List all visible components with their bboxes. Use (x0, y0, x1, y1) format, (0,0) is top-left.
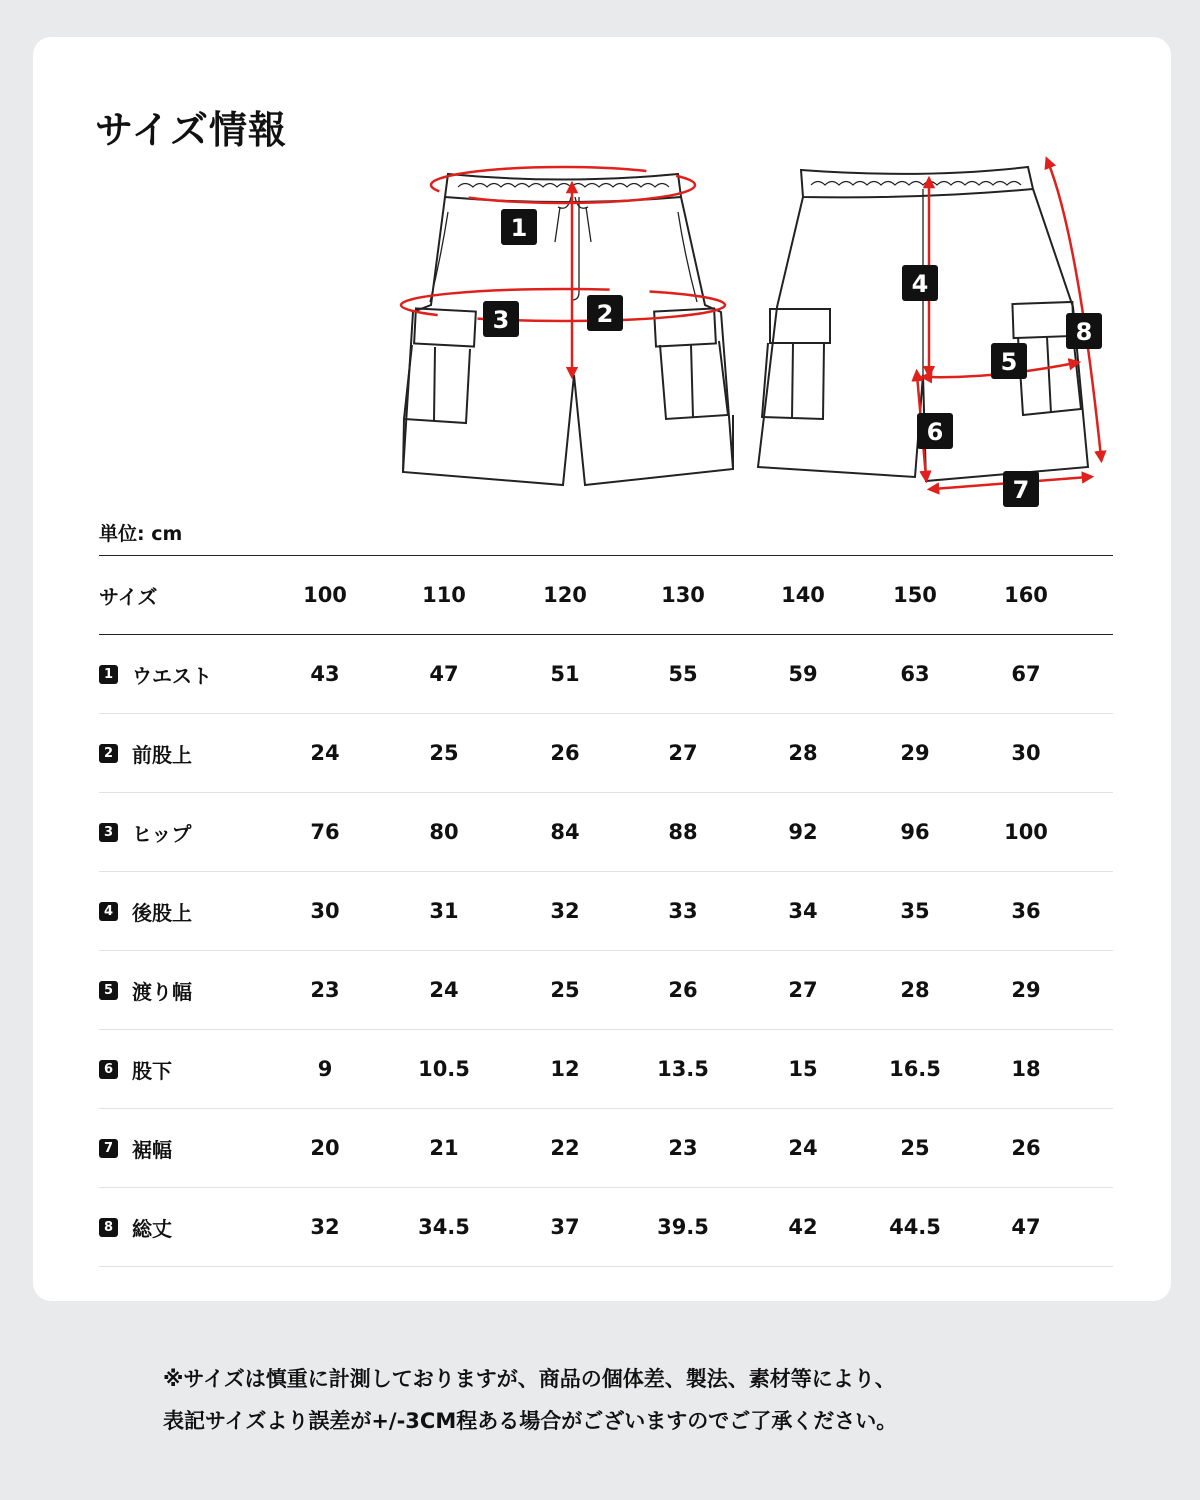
table-cell: 24 (429, 978, 459, 1002)
table-cell: 33 (668, 899, 698, 923)
table-cell: 10.5 (418, 1057, 470, 1081)
size-header: 150 (893, 583, 937, 607)
table-cell: 28 (788, 741, 818, 765)
disclaimer-note (163, 1358, 1063, 1442)
size-header: 130 (661, 583, 705, 607)
row-label (99, 1213, 269, 1242)
note-line-2: 表記サイズより誤差が+/-3CM程ある場合がございますのでご了承ください。 (163, 1409, 898, 1433)
row-label (99, 660, 269, 689)
row-number-badge: 4 (99, 902, 118, 921)
svg-text:1: 1 (510, 214, 528, 242)
size-header: 100 (303, 583, 347, 607)
table-row (99, 1188, 1113, 1267)
table-cell: 31 (429, 899, 459, 923)
table-cell: 39.5 (657, 1215, 709, 1239)
table-cell: 37 (550, 1215, 580, 1239)
table-row (99, 872, 1113, 951)
table-cell: 20 (310, 1136, 340, 1160)
header-label: サイズ (99, 584, 158, 609)
note-line-1: ※サイズは慎重に計測しておりますが、商品の個体差、製法、素材等により、 (163, 1367, 896, 1391)
table-row (99, 1030, 1113, 1109)
row-label-text: 股下 (132, 1058, 172, 1083)
size-header: 140 (781, 583, 825, 607)
table-cell: 16.5 (889, 1057, 941, 1081)
svg-text:6: 6 (926, 418, 944, 446)
table-cell: 43 (310, 662, 340, 686)
table-cell: 24 (788, 1136, 818, 1160)
table-cell: 34.5 (418, 1215, 470, 1239)
size-info-card (33, 37, 1171, 1301)
front-view-shorts (403, 174, 733, 485)
table-cell: 67 (1011, 662, 1041, 686)
table-cell: 35 (900, 899, 930, 923)
row-label-text: ウエスト (132, 663, 212, 688)
table-cell: 23 (668, 1136, 698, 1160)
row-number-badge: 8 (99, 1218, 118, 1237)
size-header: 110 (422, 583, 466, 607)
table-cell: 22 (550, 1136, 580, 1160)
size-header: 120 (543, 583, 587, 607)
row-label-text: 後股上 (132, 900, 192, 925)
page-title: サイズ情報 (95, 108, 287, 152)
table-cell: 26 (668, 978, 698, 1002)
table-cell: 25 (900, 1136, 930, 1160)
table-cell: 63 (900, 662, 930, 686)
table-row (99, 951, 1113, 1030)
badge-6 (917, 413, 953, 449)
table-cell: 29 (900, 741, 930, 765)
table-cell: 42 (788, 1215, 818, 1239)
table-cell: 96 (900, 820, 930, 844)
table-cell: 59 (788, 662, 818, 686)
table-cell: 84 (550, 820, 580, 844)
row-label-text: ヒップ (132, 821, 192, 846)
table-cell: 23 (310, 978, 340, 1002)
row-label (99, 818, 269, 847)
row-label (99, 739, 269, 768)
table-cell: 47 (429, 662, 459, 686)
table-cell: 26 (550, 741, 580, 765)
table-cell: 55 (668, 662, 698, 686)
table-cell: 15 (788, 1057, 818, 1081)
badge-3 (483, 301, 519, 337)
row-label-text: 前股上 (132, 742, 192, 767)
svg-text:5: 5 (1000, 348, 1018, 376)
table-cell: 92 (788, 820, 818, 844)
table-cell: 76 (310, 820, 340, 844)
table-cell: 88 (668, 820, 698, 844)
row-number-badge: 3 (99, 823, 118, 842)
svg-text:8: 8 (1075, 318, 1093, 346)
badge-4 (902, 265, 938, 301)
table-cell: 27 (788, 978, 818, 1002)
svg-text:2: 2 (596, 300, 614, 328)
table-cell: 29 (1011, 978, 1041, 1002)
badge-1 (501, 209, 537, 245)
row-number-badge: 6 (99, 1060, 118, 1079)
row-label-text: 渡り幅 (132, 979, 192, 1004)
table-cell: 27 (668, 741, 698, 765)
table-cell: 26 (1011, 1136, 1041, 1160)
table-cell: 9 (317, 1057, 333, 1081)
badge-2 (587, 295, 623, 331)
table-cell: 47 (1011, 1215, 1041, 1239)
table-row (99, 635, 1113, 714)
table-cell: 44.5 (889, 1215, 941, 1239)
row-number-badge: 5 (99, 981, 118, 1000)
table-header-row (99, 556, 1113, 635)
table-row (99, 1109, 1113, 1188)
badge-8 (1066, 313, 1102, 349)
table-cell: 34 (788, 899, 818, 923)
table-cell: 13.5 (657, 1057, 709, 1081)
size-table (99, 555, 1113, 1267)
table-cell: 28 (900, 978, 930, 1002)
size-header: 160 (1004, 583, 1048, 607)
badge-5 (991, 343, 1027, 379)
table-row (99, 793, 1113, 872)
shorts-measurement-diagram (33, 37, 1171, 557)
row-label-text: 総丈 (132, 1216, 172, 1241)
row-label (99, 897, 269, 926)
row-label (99, 1134, 269, 1163)
unit-label: 単位: cm (99, 523, 183, 545)
table-cell: 32 (550, 899, 580, 923)
svg-text:7: 7 (1012, 476, 1030, 504)
row-number-badge: 2 (99, 744, 118, 763)
row-label (99, 976, 269, 1005)
row-label-text: 裾幅 (132, 1137, 172, 1162)
row-number-badge: 7 (99, 1139, 118, 1158)
table-cell: 30 (1011, 741, 1041, 765)
table-cell: 25 (429, 741, 459, 765)
table-cell: 25 (550, 978, 580, 1002)
table-cell: 18 (1011, 1057, 1041, 1081)
table-cell: 36 (1011, 899, 1041, 923)
table-row (99, 714, 1113, 793)
table-cell: 100 (1004, 820, 1048, 844)
table-cell: 80 (429, 820, 459, 844)
table-cell: 21 (429, 1136, 459, 1160)
row-number-badge: 1 (99, 665, 118, 684)
table-cell: 32 (310, 1215, 340, 1239)
table-cell: 24 (310, 741, 340, 765)
table-cell: 30 (310, 899, 340, 923)
row-label (99, 1055, 269, 1084)
badge-7 (1003, 471, 1039, 507)
svg-text:3: 3 (492, 306, 510, 334)
svg-text:4: 4 (911, 270, 929, 298)
table-cell: 51 (550, 662, 580, 686)
table-cell: 12 (550, 1057, 580, 1081)
